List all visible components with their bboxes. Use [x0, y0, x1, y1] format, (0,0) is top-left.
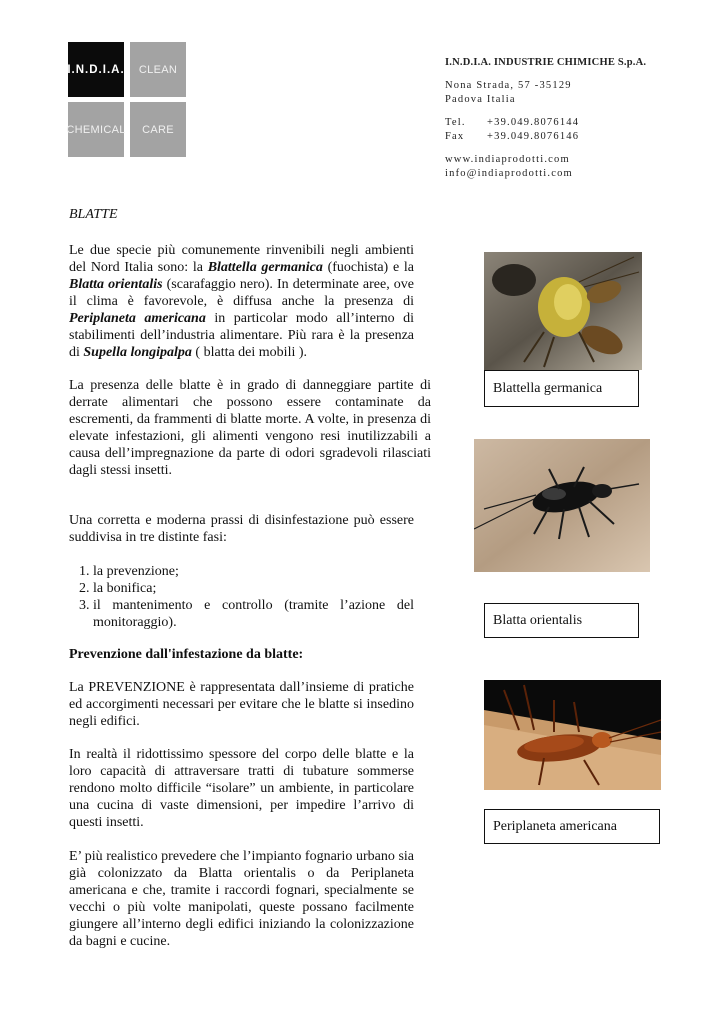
- paragraph-sewer: E’ più realistico prevedere che l’impianto fognario urbano sia già colonizzato da Blatta orientalis o da Periplaneta americana e che, tramite i raccordi fognari, specialmente se vecchi o più volte manipolati, queste possano facilmente giungere all’interno degli edifici iniziando la colonizzazione da bagni e cucine.: [69, 849, 414, 949]
- list-item: 3. il mantenimento e controllo (tramite l’azione del monitoraggio).: [93, 597, 414, 631]
- caption-blatta-orientalis: Blatta orientalis: [484, 603, 639, 638]
- caption-blattella-germanica: Blattella germanica: [484, 370, 639, 407]
- logo-tile-chemical: CHEMICAL: [68, 102, 124, 157]
- blattella-germanica-image: [484, 252, 642, 370]
- company-email[interactable]: info@indiaprodotti.com: [445, 168, 573, 179]
- paragraph-phases-intro: Una corretta e moderna prassi di disinfestazione può essere suddivisa in tre distinte fasi:: [69, 513, 414, 545]
- paragraph-prevention: La PREVENZIONE è rappresentata dall’insieme di pratiche ed accorgimenti necessari per evitare che le blatte si insedino negli edifici.: [69, 680, 414, 729]
- tel-label: Tel.: [445, 116, 466, 128]
- logo-tile-india: I.N.D.I.A.: [68, 42, 124, 97]
- fax-label: Fax: [445, 131, 465, 142]
- company-website[interactable]: www.indiaprodotti.com: [445, 153, 570, 165]
- section-heading: Prevenzione dall'infestazione da blatte:: [69, 647, 304, 662]
- company-logo: [68, 42, 186, 158]
- company-name: I.N.D.I.A. INDUSTRIE CHIMICHE S.p.A.: [445, 57, 647, 68]
- company-info: [445, 56, 646, 182]
- list-item: 2. la bonifica;: [93, 580, 414, 597]
- phases-list: [69, 563, 414, 631]
- document-title: BLATTE: [69, 207, 118, 222]
- company-fax-row: [445, 130, 646, 145]
- blatta-orientalis-image: [474, 439, 650, 572]
- company-address-street: Nona Strada, 57 -35129: [445, 79, 572, 91]
- company-address-city: Padova Italia: [445, 94, 516, 105]
- caption-periplaneta-americana: Periplaneta americana: [484, 809, 660, 844]
- list-item: 1. la prevenzione;: [93, 563, 414, 580]
- fax-number: +39.049.8076146: [487, 131, 580, 142]
- paragraph-species: Le due specie più comunemente rinvenibili negli ambienti del Nord Italia sono: la Blattella germanica (fuochista) e la Blatta orientalis (scarafaggio nero). In determinate aree, ove il clima è favorevole, è diffusa anche la presenza di Periplaneta americana in particolar modo all’interno di stabilimenti dell’industria alimentare. Più rara è la presenza di Supella longipalpa ( blatta dei mobili ).: [69, 243, 414, 360]
- tel-number: +39.049.8076144: [487, 116, 580, 128]
- photo-periplaneta-americana: [484, 680, 661, 790]
- logo-tile-clean: CLEAN: [130, 42, 186, 97]
- logo-tile-care: CARE: [130, 102, 186, 157]
- paragraph-damage: La presenza delle blatte è in grado di danneggiare partite di derrate alimentari che possono essere contaminate da escrementi, da frammenti di blatte morte. A volte, in presenza di elevate infestazioni, gli alimenti vengono resi inutilizzabili a causa dell’impregnazione da parte di odori sgradevoli rilasciati dagli stessi insetti.: [69, 378, 431, 478]
- paragraph-isolation: In realtà il ridottissimo spessore del corpo delle blatte e la loro capacità di attraversare tratti di tubature sommerse rendono molto difficile “isolare” un ambiente, in particolare una cucina di vaste dimensioni, per impedire l’arrivo di questi insetti.: [69, 747, 414, 830]
- periplaneta-americana-image: [484, 680, 661, 790]
- photo-blattella-germanica: [484, 252, 642, 370]
- company-tel-row: [445, 116, 646, 131]
- photo-blatta-orientalis: [474, 439, 650, 572]
